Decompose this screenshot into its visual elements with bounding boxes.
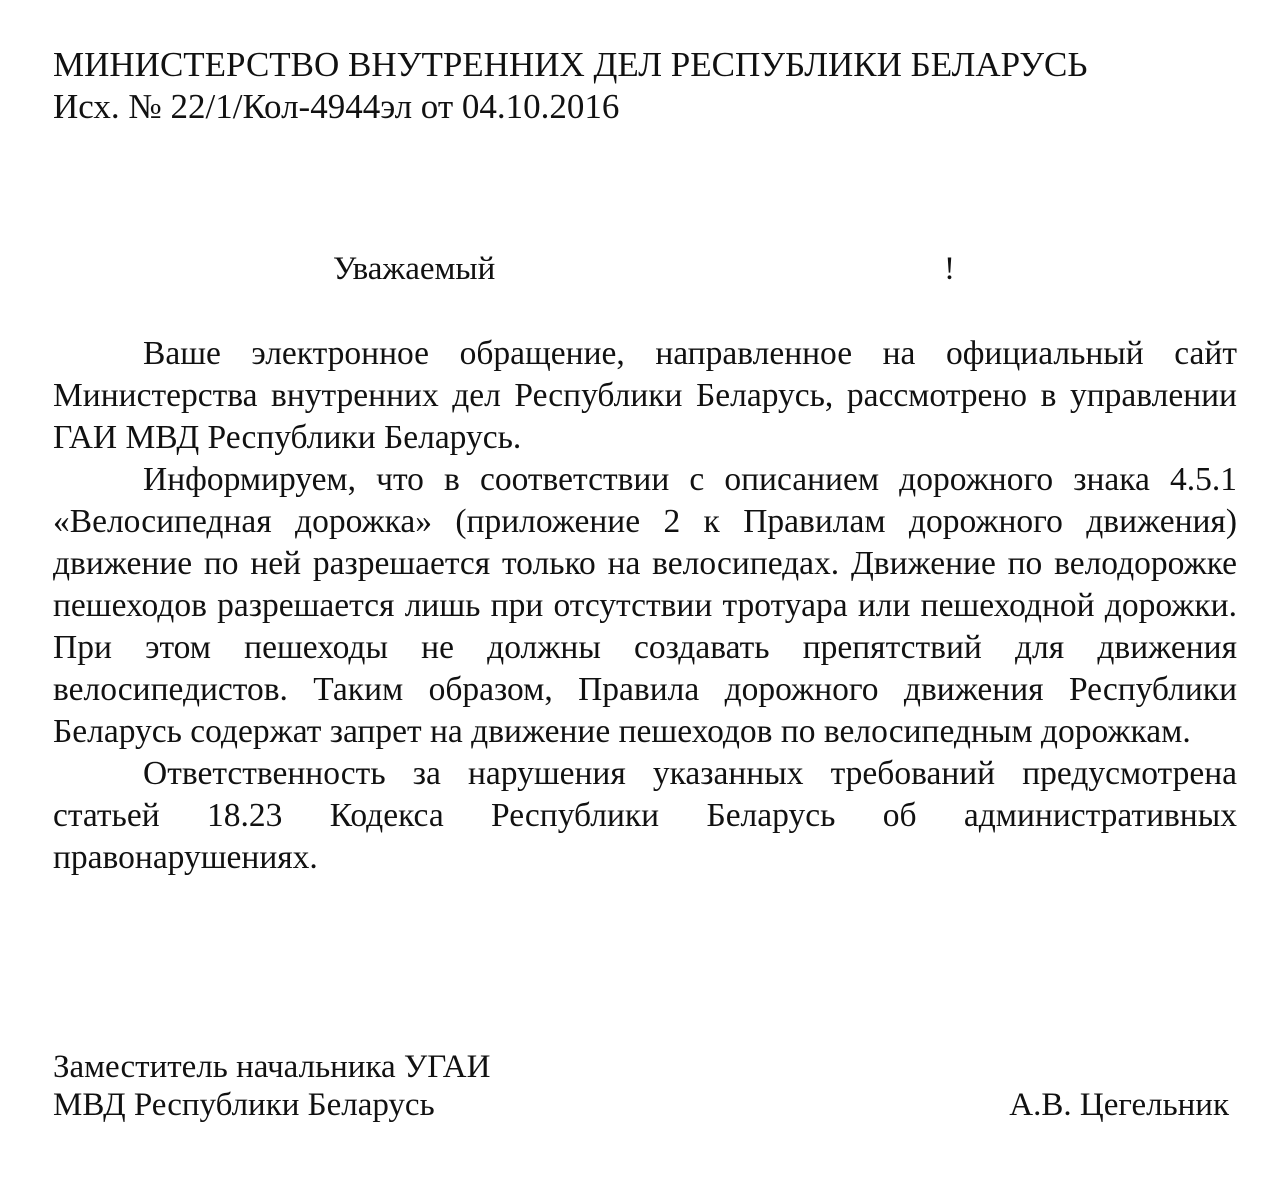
- salutation: [0, 248, 1280, 290]
- signatory-position-line: МВД Республики Беларусь: [53, 1087, 435, 1123]
- signatory-position-line: Заместитель начальника УГАИ: [53, 1049, 491, 1085]
- outgoing-reference: Исх. № 22/1/Кол-4944эл от 04.10.2016: [53, 87, 620, 126]
- body-paragraph: Информируем, что в соответствии с описанием дорожного знака 4.5.1 «Велосипедная дорожка» (приложение 2 к Правилам дорожного движения) движение по ней разрешается только на велосипедах. Движение по велодорожке пешеходов разрешается лишь при отсутствии тротуара или пешеходной дорожки. При этом пешеходы не должны создавать препятствий для движения велосипедистов. Таким образом, Правила дорожного движения Республики Беларусь содержат запрет на движение пешеходов по велосипедным дорожкам.: [53, 461, 1237, 750]
- body-paragraph: Ваше электронное обращение, направленное на официальный сайт Министерства внутренних дел Республики Беларусь, рассмотрено в управлении ГАИ МВД Республики Беларусь.: [53, 335, 1237, 456]
- organization-name: МИНИСТЕРСТВО ВНУТРЕННИХ ДЕЛ РЕСПУБЛИКИ БЕЛАРУСЬ: [53, 45, 1088, 84]
- letter-header: [53, 44, 1233, 128]
- body-paragraph: Ответственность за нарушения указанных требований предусмотрена статьей 18.23 Кодекса Республики Беларусь об административных правонарушениях.: [53, 755, 1237, 876]
- salutation-exclamation: !: [944, 251, 955, 287]
- signature-block: [53, 1048, 1233, 1124]
- signatory-name: А.В. Цегельник: [1009, 1087, 1229, 1123]
- letter-body: [53, 333, 1237, 879]
- salutation-greeting: Уважаемый: [333, 251, 496, 287]
